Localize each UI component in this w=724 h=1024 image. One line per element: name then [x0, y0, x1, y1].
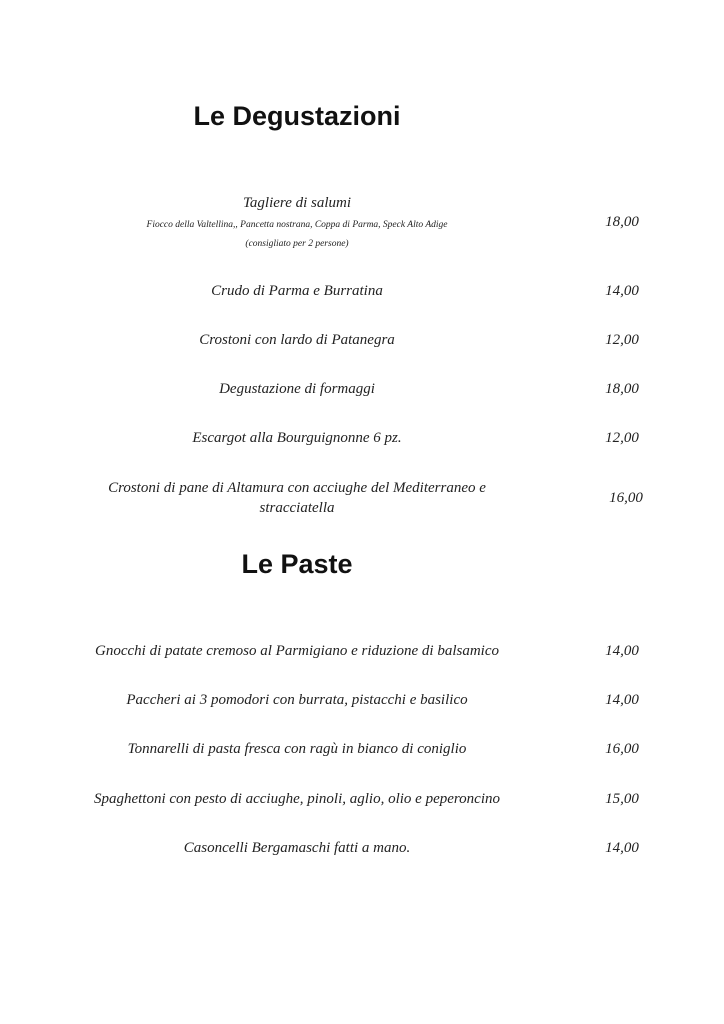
item-price: 12,00	[605, 332, 639, 348]
section-title-paste: Le Paste	[241, 549, 353, 579]
item-price: 14,00	[605, 692, 639, 708]
item-price: 14,00	[605, 643, 639, 659]
item-note: (consigliato per 2 persone)	[245, 239, 349, 249]
section-title-degustazioni: Le Degustazioni	[193, 101, 401, 131]
item-name-line2: stracciatella	[259, 500, 335, 516]
item-name: Degustazione di formaggi	[219, 381, 375, 397]
item-price: 14,00	[605, 283, 639, 299]
item-name: Tonnarelli di pasta fresca con ragù in bianco di coniglio	[127, 741, 467, 757]
item-name: Spaghettoni con pesto di acciughe, pinoli, aglio, olio e peperoncino	[93, 791, 501, 807]
item-price: 16,00	[609, 490, 643, 506]
item-name: Escargot alla Bourguignonne 6 pz.	[192, 430, 402, 446]
item-description: Fiocco della Valtellina,, Pancetta nostrana, Coppa di Parma, Speck Alto Adige	[146, 220, 448, 230]
item-name: Crostoni con lardo di Patanegra	[199, 332, 395, 348]
item-price: 12,00	[605, 430, 639, 446]
item-name: Casoncelli Bergamaschi fatti a mano.	[183, 840, 411, 856]
item-name: Paccheri ai 3 pomodori con burrata, pistacchi e basilico	[126, 692, 468, 708]
item-price: 18,00	[605, 214, 639, 230]
item-name: Gnocchi di patate cremoso al Parmigiano e riduzione di balsamico	[95, 643, 499, 659]
item-name-line1: Crostoni di pane di Altamura con acciughe del Mediterraneo e	[108, 480, 486, 496]
item-price: 14,00	[605, 840, 639, 856]
item-price: 18,00	[605, 381, 639, 397]
item-price: 15,00	[605, 791, 639, 807]
item-name: Tagliere di salumi	[242, 195, 352, 211]
item-name: Crudo di Parma e Burratina	[211, 283, 383, 299]
item-price: 16,00	[605, 741, 639, 757]
